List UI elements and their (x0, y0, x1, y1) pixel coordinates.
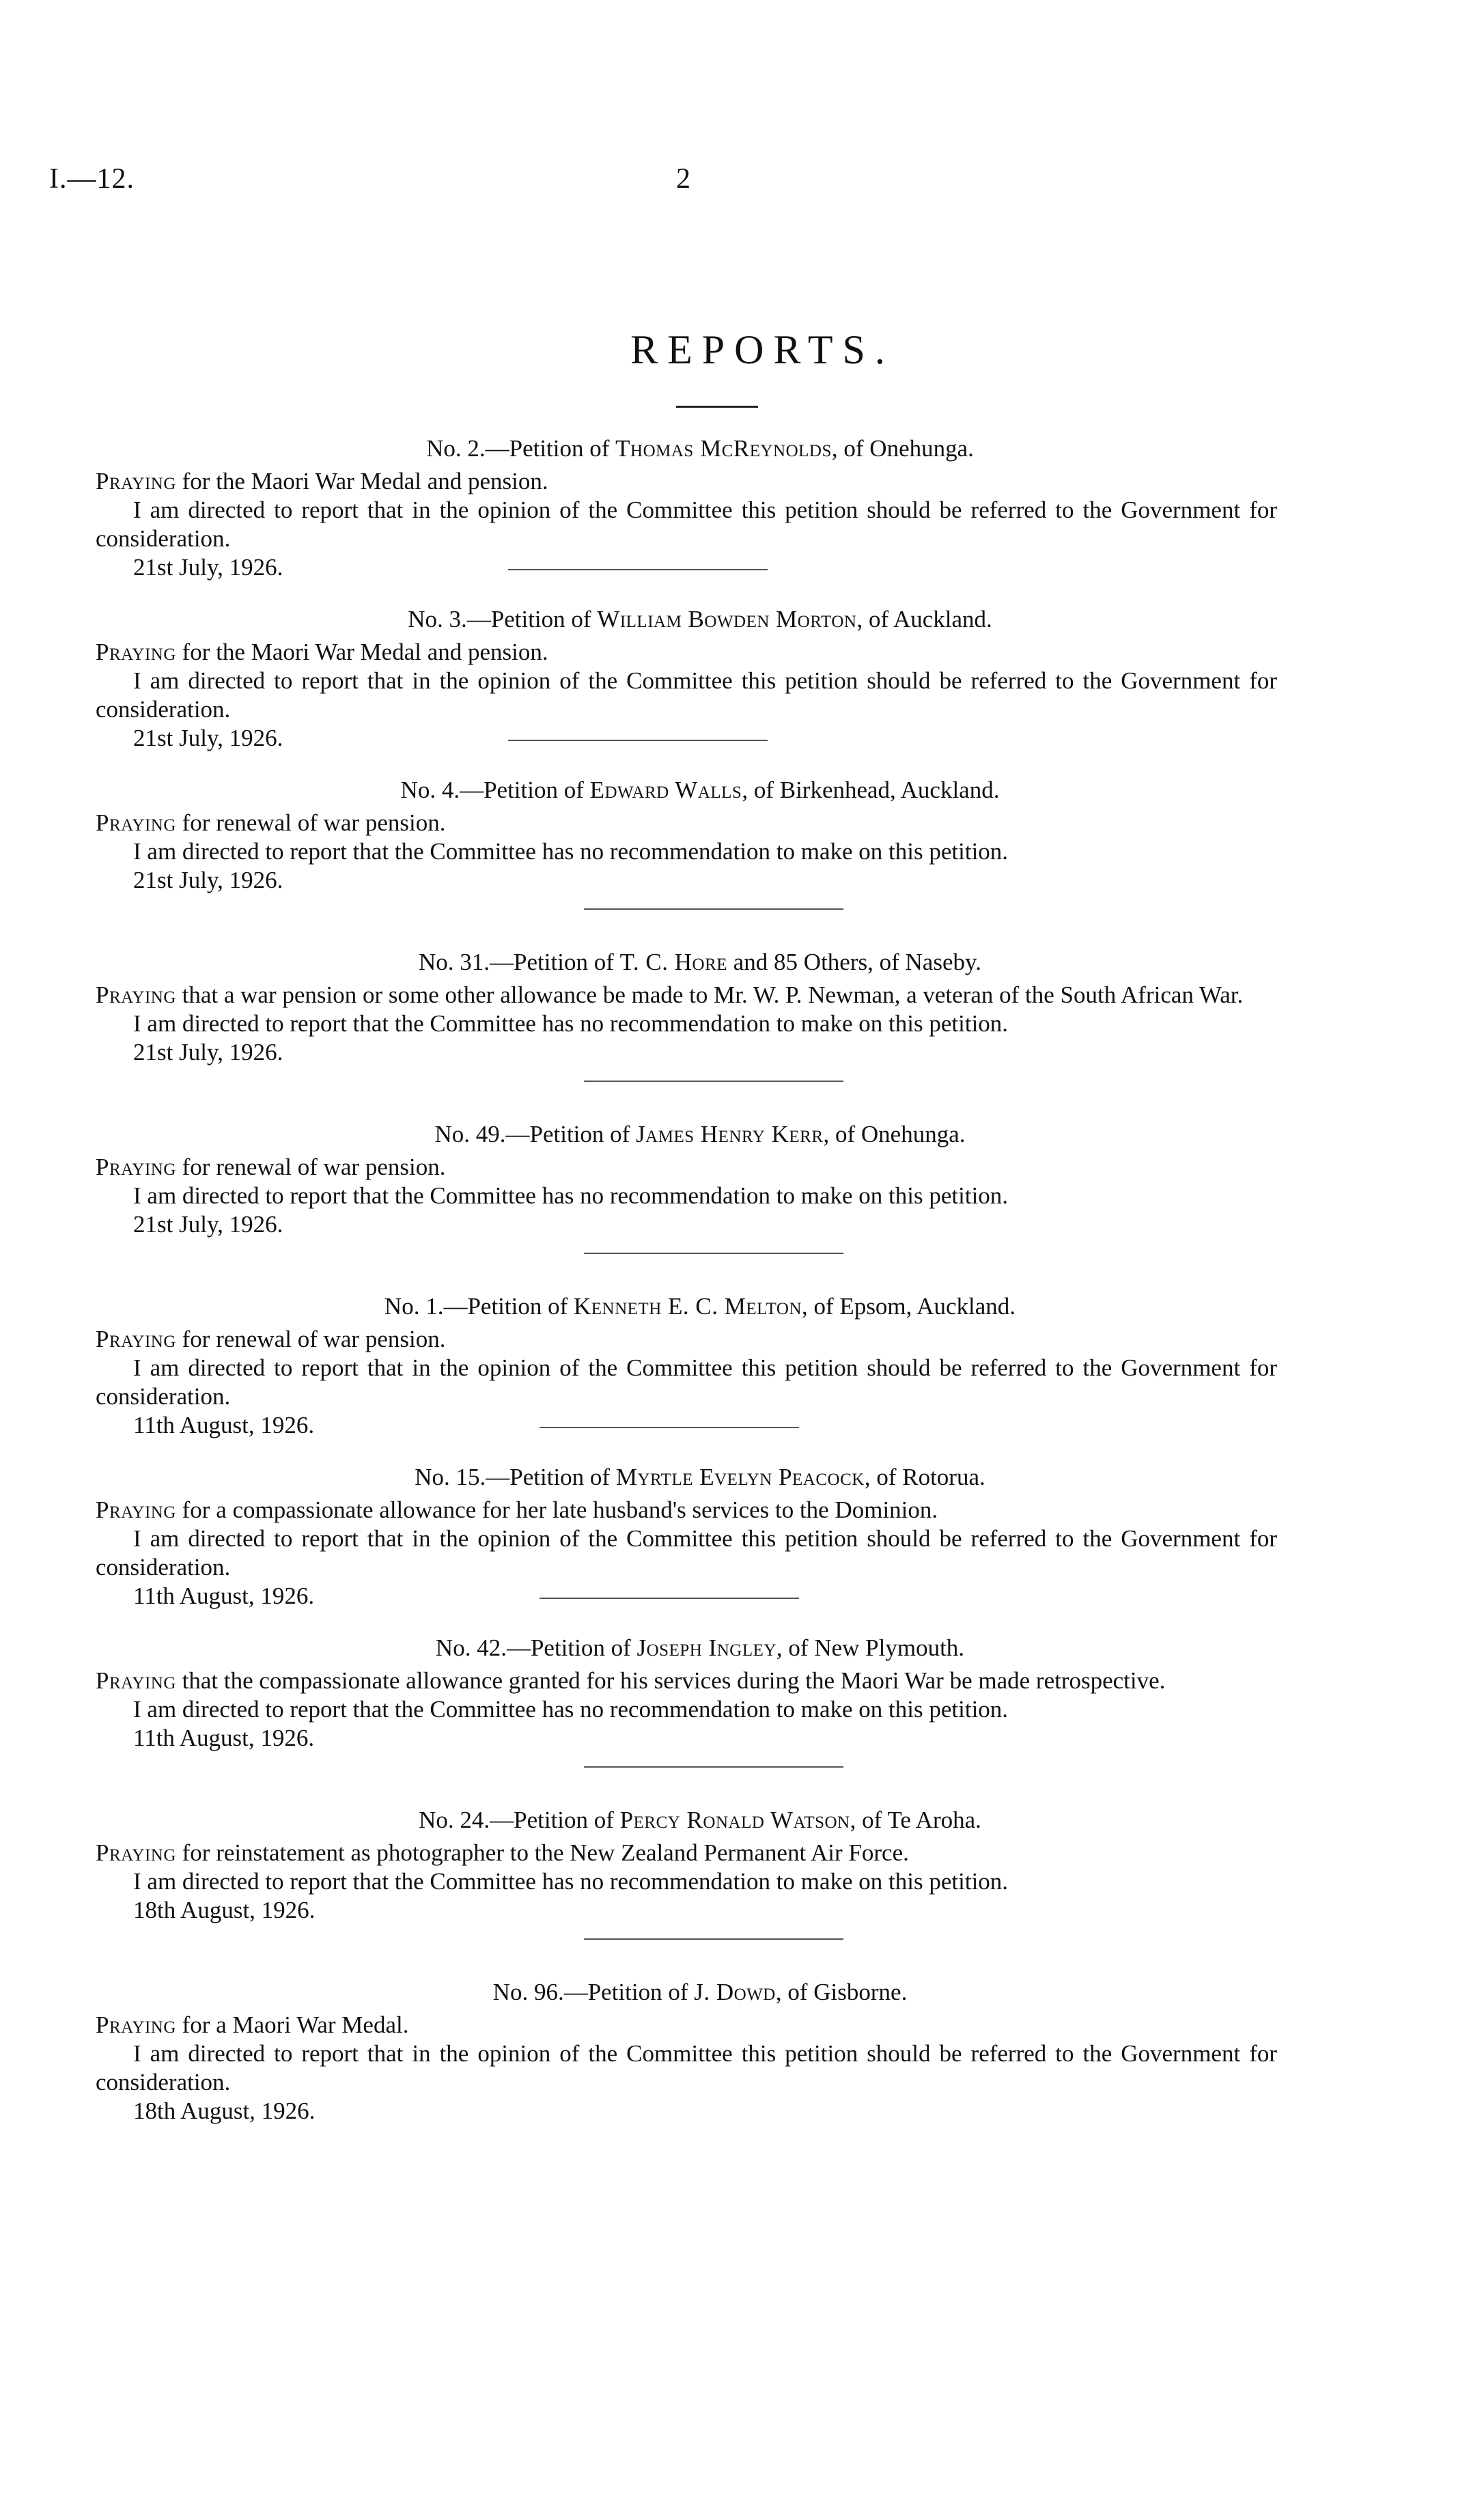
praying-word: Praying (96, 809, 176, 836)
petitioner-place: , of Onehunga. (831, 435, 974, 462)
petition-heading (96, 948, 1277, 977)
praying-word: Praying (96, 468, 176, 495)
praying-word: Praying (96, 1839, 176, 1866)
petition-entry (96, 1634, 1277, 1753)
petition-date: 21st July, 1926. (133, 1211, 283, 1238)
petition-entry (96, 434, 1277, 582)
petition-report: I am directed to report that in the opinion of the Committee this petition should be referred to the Government for consideration. (96, 2040, 1277, 2095)
petition-entry (96, 1978, 1277, 2126)
praying-word: Praying (96, 2011, 176, 2038)
petition-number: No. 4.—Petition of (400, 777, 584, 803)
separator-rule (584, 1766, 843, 1768)
praying-text: for a compassionate allowance for her late husband's services to the Dominion. (176, 1496, 938, 1523)
petitioner-place: , of Epsom, Auckland. (802, 1293, 1016, 1320)
petition-heading (96, 605, 1277, 634)
petition-report: I am directed to report that the Committee has no recommendation to make on this petition. (133, 838, 1009, 865)
separator-rule (508, 740, 768, 741)
petition-number: No. 31.—Petition of (419, 949, 614, 975)
separator-rule (508, 569, 768, 570)
petition-prayer (96, 1153, 1277, 1182)
petition-number: No. 3.—Petition of (408, 606, 591, 632)
petition-heading (96, 434, 1277, 463)
praying-word: Praying (96, 1496, 176, 1523)
praying-text: for renewal of war pension. (176, 1326, 446, 1352)
petition-heading (96, 1292, 1277, 1321)
petition-heading (96, 776, 1277, 805)
petition-number: No. 24.—Petition of (419, 1807, 614, 1833)
petitioner-name: Myrtle Evelyn Peacock (615, 1464, 865, 1490)
petition-number: No. 2.—Petition of (426, 435, 610, 462)
petitioner-place: , of Onehunga. (823, 1121, 966, 1147)
petition-number: No. 49.—Petition of (434, 1121, 630, 1147)
petition-entry (96, 1292, 1277, 1440)
separator-rule (584, 908, 843, 910)
petition-date: 18th August, 1926. (133, 1897, 316, 1923)
petitioner-name: William Bowden Morton (597, 606, 857, 632)
petition-date: 11th August, 1926. (133, 1725, 315, 1751)
separator-rule (584, 1253, 843, 1254)
praying-word: Praying (96, 1667, 176, 1694)
petition-number: No. 1.—Petition of (384, 1293, 568, 1320)
petition-prayer (96, 467, 1277, 496)
separator-rule (584, 1081, 843, 1082)
petition-prayer (96, 638, 1277, 667)
separator-rule (584, 1938, 843, 1940)
petitioner-place: , of Te Aroha. (850, 1807, 981, 1833)
petition-heading (96, 1120, 1277, 1149)
petition-date: 18th August, 1926. (133, 2098, 316, 2124)
petitioner-name: Edward Walls (589, 777, 742, 803)
page-number: 2 (676, 163, 690, 195)
petition-heading (96, 1978, 1277, 2007)
petitioner-place: , of Auckland. (856, 606, 992, 632)
petition-number: No. 42.—Petition of (435, 1634, 631, 1661)
petition-entry (96, 1120, 1277, 1239)
praying-text: that a war pension or some other allowance be made to Mr. W. P. Newman, a veteran of the South African War. (176, 981, 1244, 1008)
petitioner-place: , of Gisborne. (775, 1979, 908, 2005)
petitioner-place: and 85 Others, of Naseby. (727, 949, 981, 975)
petition-prayer (96, 1667, 1277, 1695)
petition-prayer (96, 1839, 1277, 1867)
petitioner-name: Joseph Ingley (636, 1634, 776, 1661)
petition-report: I am directed to report that the Committee has no recommendation to make on this petition. (133, 1868, 1009, 1895)
petition-entry (96, 1806, 1277, 1925)
praying-text: for renewal of war pension. (176, 1154, 446, 1180)
petition-date: 11th August, 1926. (133, 1582, 1277, 1611)
praying-word: Praying (96, 981, 176, 1008)
praying-text: that the compassionate allowance granted for his services during the Maori War be made retrospective. (176, 1667, 1166, 1694)
petition-report: I am directed to report that in the opinion of the Committee this petition should be referred to the Government for consideration. (96, 1354, 1277, 1410)
petition-report: I am directed to report that the Committee has no recommendation to make on this petition. (133, 1010, 1009, 1037)
petition-date: 21st July, 1926. (133, 1039, 283, 1066)
petitioner-place: , of Rotorua. (864, 1464, 985, 1490)
petition-prayer (96, 1496, 1277, 1524)
title-rule (676, 406, 758, 408)
petition-entry (96, 948, 1277, 1067)
praying-text: for a Maori War Medal. (176, 2011, 409, 2038)
petitioner-name: Percy Ronald Watson (619, 1807, 850, 1833)
petition-report: I am directed to report that in the opinion of the Committee this petition should be referred to the Government for consideration. (96, 667, 1277, 723)
petition-prayer (96, 981, 1277, 1009)
petition-report: I am directed to report that in the opinion of the Committee this petition should be referred to the Government for consideration. (96, 1525, 1277, 1580)
petition-heading (96, 1463, 1277, 1492)
petition-number: No. 96.—Petition of (492, 1979, 688, 2005)
petition-entry (96, 1463, 1277, 1611)
page-title: REPORTS. (630, 327, 895, 372)
petitioner-place: , of New Plymouth. (776, 1634, 965, 1661)
praying-text: for the Maori War Medal and pension. (176, 639, 548, 665)
petition-number: No. 15.—Petition of (415, 1464, 611, 1490)
petition-date: 21st July, 1926. (133, 724, 1277, 753)
petition-heading (96, 1634, 1277, 1662)
petition-entry (96, 776, 1277, 895)
praying-text: for the Maori War Medal and pension. (176, 468, 548, 495)
petitioner-name: James Henry Kerr (636, 1121, 824, 1147)
document-reference: I.—12. (49, 163, 135, 195)
petitioner-name: T. C. Hore (619, 949, 728, 975)
petition-heading (96, 1806, 1277, 1835)
praying-word: Praying (96, 1154, 176, 1180)
petitions-list (96, 434, 1277, 2126)
petition-prayer (96, 2011, 1277, 2039)
petition-report: I am directed to report that the Committee has no recommendation to make on this petition. (133, 1696, 1009, 1723)
petition-report: I am directed to report that the Committee has no recommendation to make on this petition. (133, 1182, 1009, 1209)
petition-entry (96, 605, 1277, 753)
petition-prayer (96, 809, 1277, 837)
praying-text: for reinstatement as photographer to the New Zealand Permanent Air Force. (176, 1839, 909, 1866)
praying-text: for renewal of war pension. (176, 809, 446, 836)
petition-prayer (96, 1325, 1277, 1354)
petition-date: 21st July, 1926. (133, 553, 1277, 582)
petition-report: I am directed to report that in the opinion of the Committee this petition should be referred to the Government for consideration. (96, 497, 1277, 552)
petitioner-name: Thomas McReynolds (615, 435, 832, 462)
praying-word: Praying (96, 639, 176, 665)
separator-rule (540, 1427, 799, 1428)
separator-rule (540, 1598, 799, 1599)
petition-date: 11th August, 1926. (133, 1411, 1277, 1440)
petitioner-name: J. Dowd (694, 1979, 776, 2005)
praying-word: Praying (96, 1326, 176, 1352)
petition-date: 21st July, 1926. (133, 867, 283, 893)
petitioner-place: , of Birkenhead, Auckland. (742, 777, 1000, 803)
petitioner-name: Kenneth E. C. Melton (574, 1293, 802, 1320)
